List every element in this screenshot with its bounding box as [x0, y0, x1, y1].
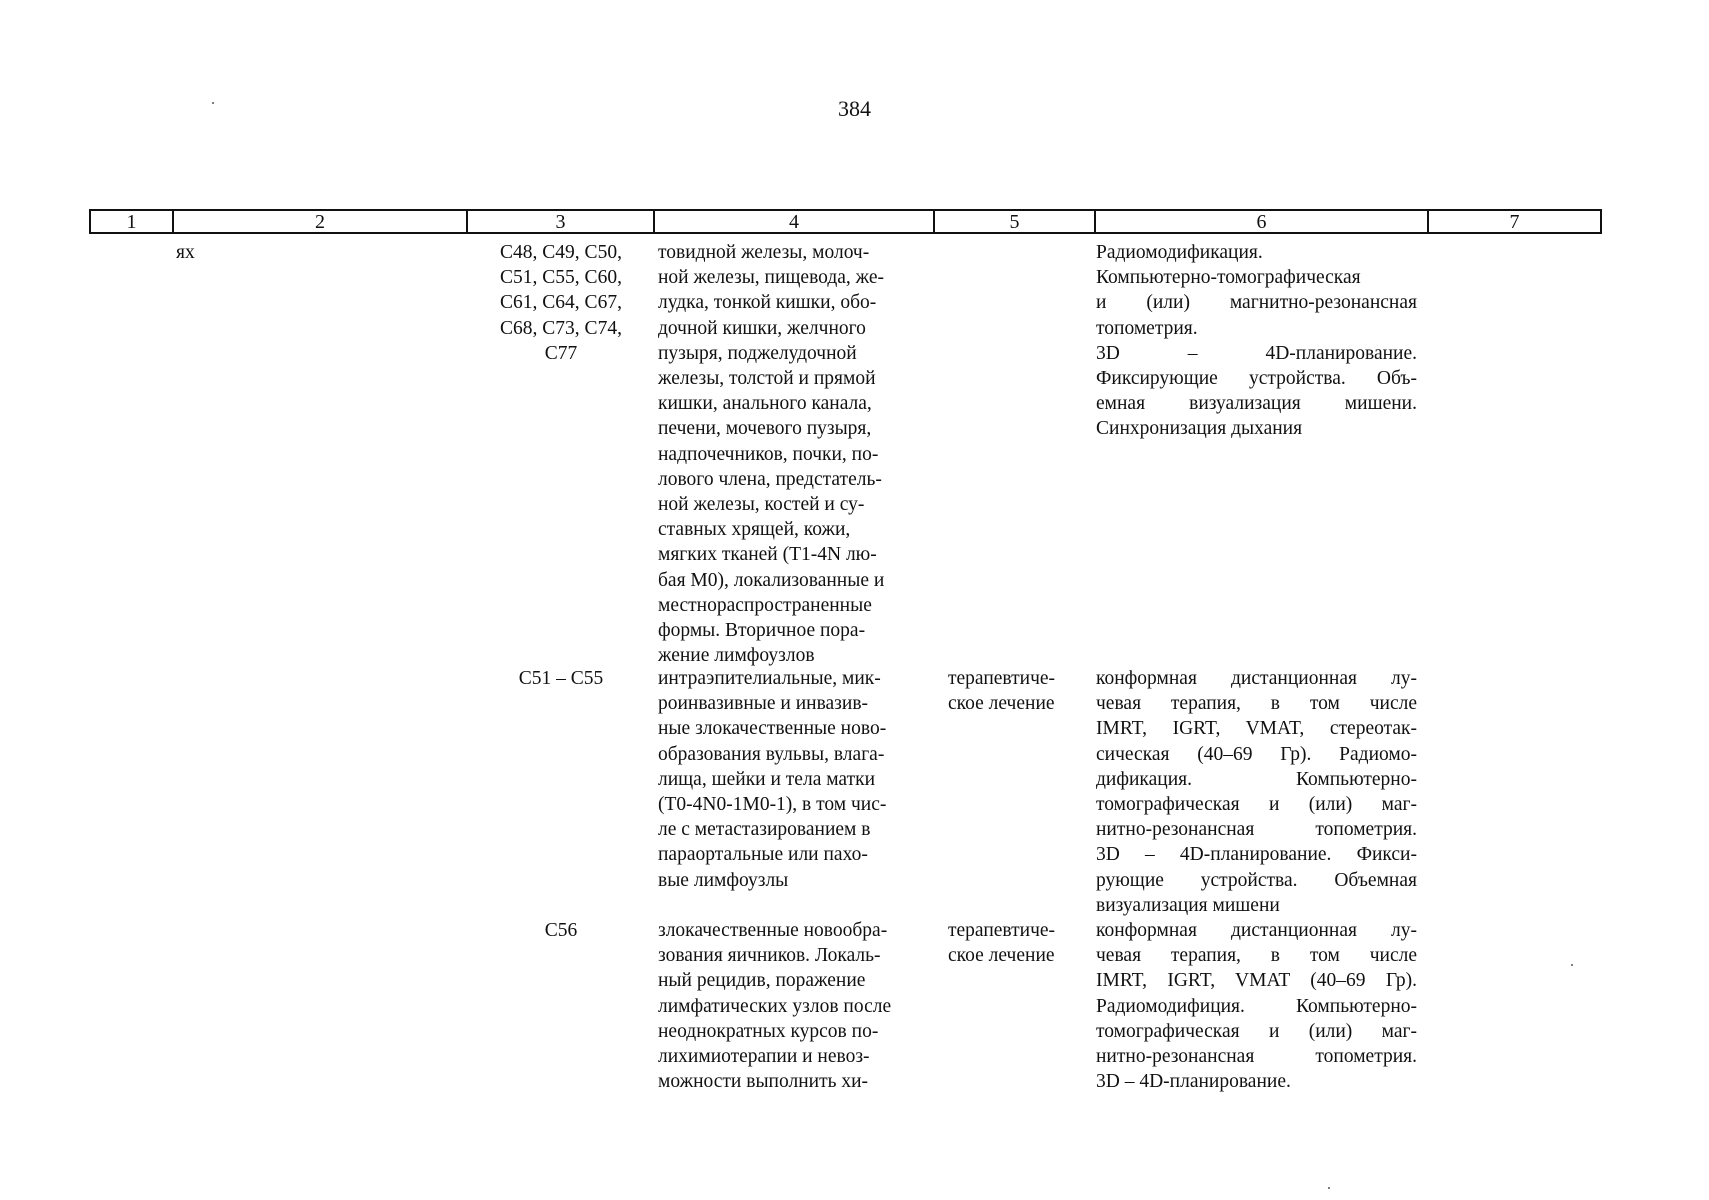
- row3-diagnosis-text: [658, 918, 891, 1094]
- text-line: надпочечников, почки, по-: [658, 443, 879, 465]
- text-line: томографическая и (или) маг-: [1096, 793, 1417, 815]
- text-line: топометрия.: [1096, 317, 1198, 339]
- text-line: 3D – 4D-планирование. Фикси-: [1096, 844, 1417, 866]
- text-line: C77: [544, 342, 578, 364]
- text-line: Фиксирующие устройства. Объ-: [1096, 367, 1417, 389]
- column-header-4: 4: [655, 211, 935, 232]
- text-line: 3D – 4D-планирование.: [1096, 1071, 1291, 1093]
- text-line: чевая терапия, в том числе: [1096, 945, 1417, 967]
- text-line: нитно-резонансная топометрия.: [1096, 1045, 1417, 1067]
- row2-icd-codes: [476, 666, 646, 691]
- row1-col2-text: ях: [176, 242, 195, 263]
- text-line: ный рецидив, поражение: [658, 970, 866, 992]
- text-line: злокачественные новообра-: [658, 920, 888, 941]
- text-line: роинвазивные и инвазив-: [658, 693, 869, 715]
- row1-diagnosis-text: [658, 240, 884, 668]
- scan-speck: [212, 102, 214, 104]
- text-line: параортальные или пахо-: [658, 844, 868, 866]
- column-header-7: 7: [1509, 211, 1520, 233]
- table-header-row: [89, 209, 1602, 234]
- text-line: лимфатических узлов после: [658, 995, 892, 1017]
- column-header-5: 5: [935, 211, 1096, 232]
- page-number: 384: [838, 96, 871, 121]
- text-line: сическая (40–69 Гр). Радиомо-: [1096, 743, 1417, 765]
- text-line: железы, толстой и прямой: [658, 368, 876, 390]
- text-line: C56: [544, 920, 578, 941]
- text-line: Компьютерно-томографическая: [1096, 267, 1361, 289]
- text-line: конформная дистанционная лу-: [1096, 668, 1417, 689]
- text-line: C48, C49, C50,: [500, 242, 622, 263]
- text-line: интраэпителиальные, мик-: [658, 668, 881, 689]
- text-line: чевая терапия, в том числе: [1096, 693, 1417, 715]
- text-line: ной железы, пищевода, же-: [658, 267, 885, 289]
- text-line: IMRT, IGRT, VMAT (40–69 Гр).: [1096, 970, 1417, 992]
- text-line: рующие устройства. Объемная: [1096, 869, 1417, 891]
- text-line: дификация. Компьютерно-: [1096, 768, 1417, 790]
- row3-treatment-type: [948, 918, 1055, 968]
- text-line: лища, шейки и тела матки: [658, 768, 876, 790]
- text-line: (T0-4N0-1M0-1), в том чис-: [658, 794, 887, 816]
- text-line: Синхронизация дыхания: [1096, 418, 1303, 440]
- column-header-3: 3: [468, 211, 655, 232]
- text-line: кишки, анального канала,: [658, 393, 872, 415]
- row2-diagnosis-text: [658, 666, 886, 893]
- text-line: Радиомодифиция. Компьютерно-: [1096, 995, 1417, 1017]
- text-line: емная визуализация мишени.: [1096, 393, 1417, 415]
- scan-speck: [1328, 1187, 1330, 1189]
- row2-method-text: [1096, 666, 1417, 918]
- column-header-1: 1: [91, 211, 174, 232]
- text-line: можности выполнить хи-: [658, 1071, 869, 1093]
- text-line: C51 – C55: [518, 668, 604, 689]
- text-line: лихимиотерапии и невоз-: [658, 1046, 870, 1068]
- text-line: образования вульвы, влага-: [658, 743, 885, 765]
- text-line: терапевтиче-: [948, 920, 1056, 941]
- text-line: конформная дистанционная лу-: [1096, 920, 1417, 941]
- text-line: IMRT, IGRT, VMAT, стереотак-: [1096, 718, 1417, 740]
- row1-method-text: [1096, 240, 1417, 442]
- text-line: печени, мочевого пузыря,: [658, 418, 872, 440]
- text-line: бая M0), локализованные и: [658, 569, 885, 591]
- text-line: и (или) магнитно-резонансная: [1096, 292, 1417, 314]
- text-line: томографическая и (или) маг-: [1096, 1020, 1417, 1042]
- text-line: терапевтиче-: [948, 668, 1056, 689]
- text-line: визуализация мишени: [1096, 894, 1280, 916]
- text-line: неоднократных курсов по-: [658, 1020, 879, 1042]
- text-line: зования яичников. Локаль-: [658, 945, 881, 967]
- scan-speck: [1571, 964, 1573, 966]
- text-line: формы. Вторичное пора-: [658, 620, 866, 642]
- text-line: C61, C64, C67,: [500, 292, 622, 314]
- text-line: ское лечение: [948, 945, 1055, 967]
- column-header-6: 6: [1096, 211, 1429, 232]
- text-line: жение лимфоузлов: [658, 645, 815, 667]
- text-line: ле с метастазированием в: [658, 819, 871, 841]
- row1-icd-codes: [476, 240, 646, 366]
- text-line: Радиомодификация.: [1096, 242, 1263, 263]
- row3-icd-codes: [476, 918, 646, 943]
- text-line: нитно-резонансная топометрия.: [1096, 819, 1417, 841]
- row2-treatment-type: [948, 666, 1055, 716]
- text-line: вые лимфоузлы: [658, 869, 789, 891]
- text-line: C51, C55, C60,: [500, 267, 622, 289]
- text-line: ставных хрящей, кожи,: [658, 519, 851, 541]
- text-line: лового члена, предстатель-: [658, 468, 882, 490]
- column-header-2: 2: [174, 211, 468, 232]
- text-line: товидной железы, молоч-: [658, 242, 870, 263]
- text-line: ной железы, костей и су-: [658, 494, 865, 516]
- text-line: дочной кишки, желчного: [658, 317, 866, 339]
- text-line: C68, C73, C74,: [500, 317, 622, 339]
- row3-method-text: [1096, 918, 1417, 1094]
- text-line: ные злокачественные ново-: [658, 718, 887, 740]
- text-line: лудка, тонкой кишки, обо-: [658, 292, 877, 314]
- text-line: мягких тканей (T1-4N лю-: [658, 544, 877, 566]
- text-line: 3D – 4D-планирование.: [1096, 342, 1417, 364]
- text-line: местнораспространенные: [658, 594, 872, 616]
- text-line: пузыря, поджелудочной: [658, 342, 857, 364]
- text-line: ское лечение: [948, 693, 1055, 715]
